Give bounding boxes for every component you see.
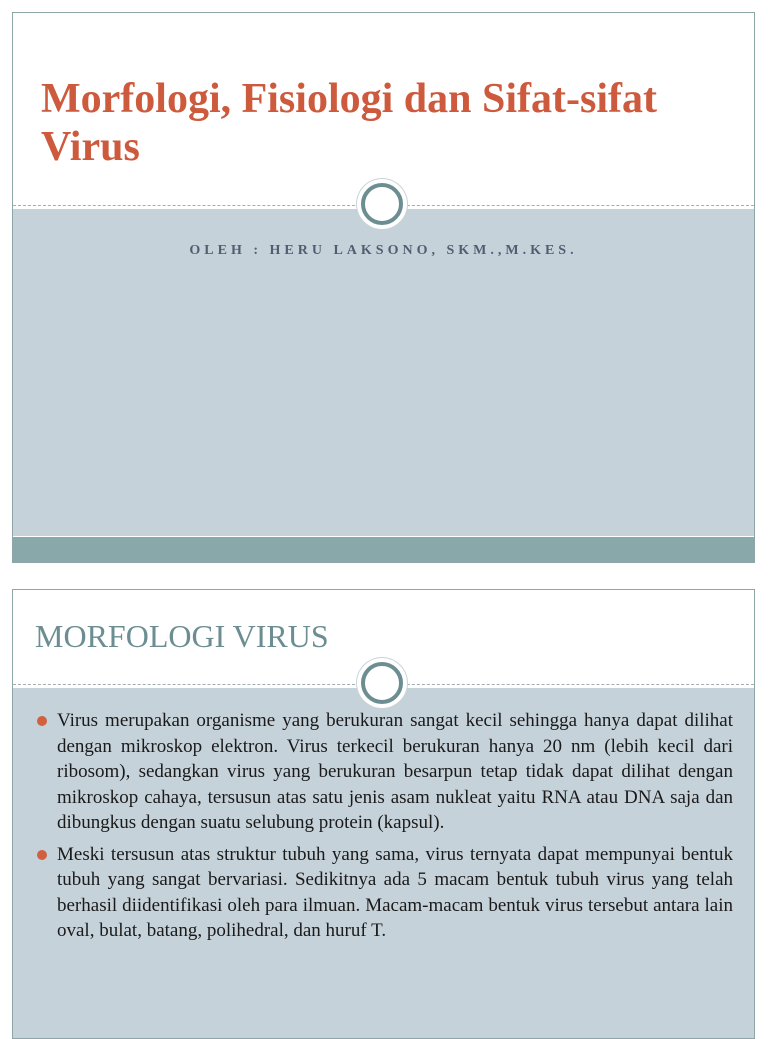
ring-decoration-icon	[361, 662, 403, 704]
footer-band	[13, 537, 754, 563]
list-item	[35, 708, 733, 836]
author-subtitle: OLEH : HERU LAKSONO, SKM.,M.KES.	[189, 243, 578, 258]
bullet-text: Virus merupakan organisme yang berukuran sangat kecil sehingga hanya dapat dilihat dengan mikroskop elektron. Virus terkecil berukuran hanya 20 nm (lebih kecil dari ribosom), sedangkan virus yang berukuran besarpun tetap tidak dapat dilihat dengan mikroskop cahaya, tersusun atas satu jenis asam nukleat yaitu RNA atau DNA saja dan dibungkus dengan suatu selubung protein (kapsul).	[57, 710, 733, 833]
bullet-icon	[37, 716, 47, 726]
ring-decoration-icon	[361, 183, 403, 225]
bullet-icon	[37, 850, 47, 860]
slide-title: Morfologi, Fisiologi dan Sifat-sifat Virus	[41, 76, 657, 170]
section-title: MORFOLOGI VIRUS	[35, 618, 329, 654]
list-item	[35, 842, 733, 944]
content-slide	[12, 589, 755, 1039]
title-slide	[12, 12, 755, 563]
bullet-list	[35, 708, 733, 950]
bullet-text: Meski tersusun atas struktur tubuh yang sama, virus ternyata dapat mempunyai bentuk tubuh yang sangat bervariasi. Sedikitnya ada 5 macam bentuk tubuh virus yang telah berhasil diidentifikasi oleh para ilmuan. Macam-macam bentuk virus tersebut antara lain oval, bulat, batang, polihedral, dan huruf T.	[57, 843, 733, 941]
title-area	[13, 13, 754, 209]
